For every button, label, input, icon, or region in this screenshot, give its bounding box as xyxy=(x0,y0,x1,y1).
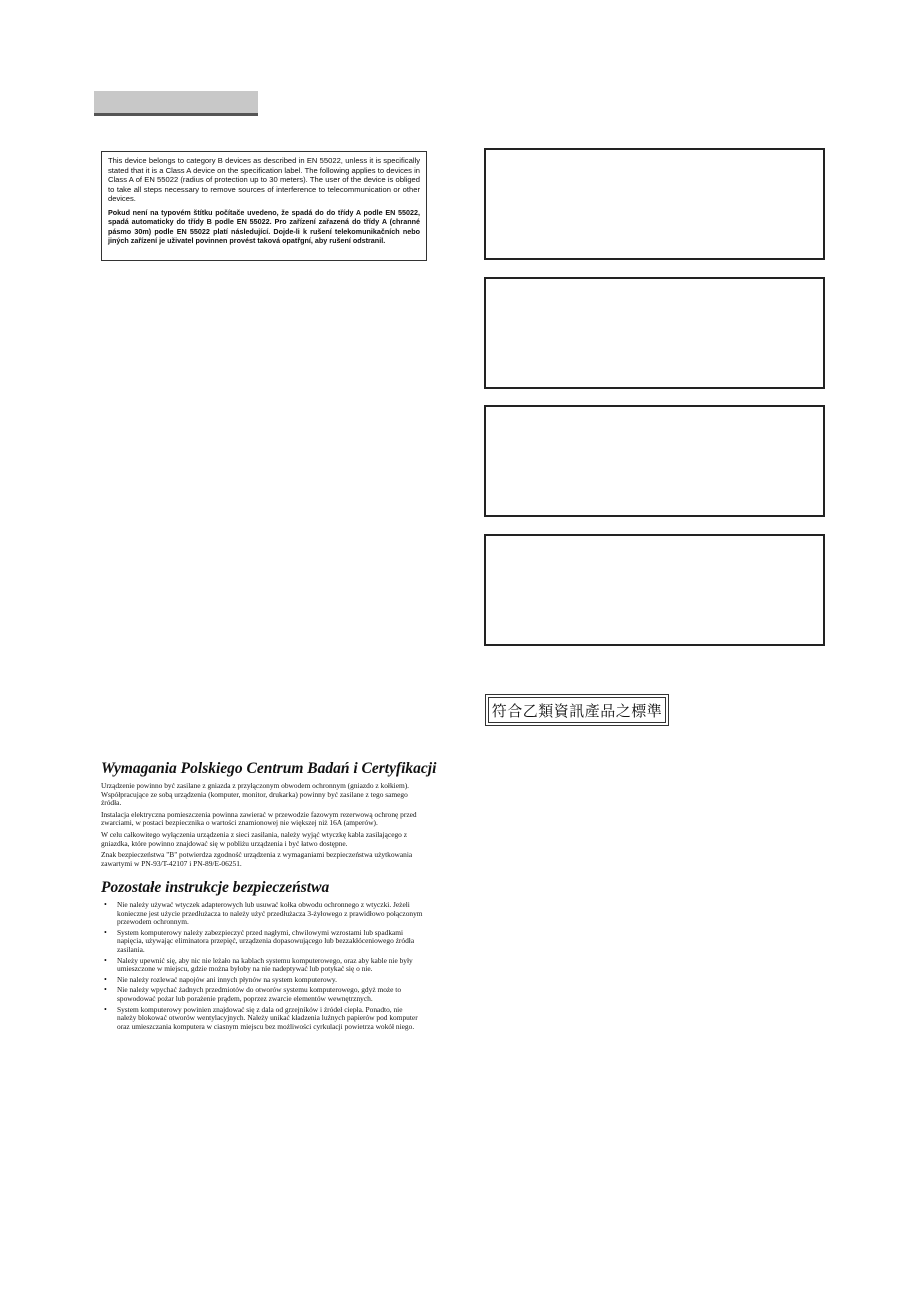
polish-requirements-title: Wymagania Polskiego Centrum Badań i Certyfikacji xyxy=(101,760,437,777)
emc-notice-czech: Pokud není na typovém štítku počítače uvedeno, že spadá do do třídy A podle EN 55022, spadá automaticky do třídy B podle EN 55022. Pro zařízení zařazená do třídy A (chranné pásmo 30m) podle EN 55022 platí následující. Dojde-li k rušení telekomunikačních nebo jiných zařízení je uživatel povinnen provést taková opatřgní, aby rušení odstranil. xyxy=(108,207,420,246)
bullet-icon: • xyxy=(104,927,107,937)
blank-notice-box-2 xyxy=(484,277,825,389)
polish-requirements-paragraph: Znak bezpieczeństwa "B" potwierdza zgodność urządzenia z wymaganiami bezpieczeństwa użytkowania zawartymi w PN-93/T-42107 i PN-89/E-06251. xyxy=(101,850,413,868)
bullet-icon: • xyxy=(104,974,107,984)
taiwan-class-b-label xyxy=(485,694,669,726)
list-item-text: Nie należy używać wtyczek adapterowych lub usuwać kołka obwodu ochronnego z wtyczki. Jeżeli konieczne jest użycie przedłużacza to należy użyć przedłużacza 3-żyłowego z prawidłowo połączonym przewodem ochronnym. xyxy=(117,900,423,927)
polish-safety-title: Pozostałe instrukcje bezpieczeństwa xyxy=(101,879,330,896)
blank-notice-box-1 xyxy=(484,148,825,260)
section-header-bar xyxy=(94,91,258,116)
polish-safety-list xyxy=(101,901,423,1033)
list-item-text: System komputerowy należy zabezpieczyć przed nagłymi, chwilowymi wzrostami lub spadkami napięcia, używając eliminatora przepięć, urządzenia dopasowującego lub bezzakłóceniowego źródła zasilania. xyxy=(117,927,415,954)
list-item xyxy=(101,957,423,974)
polish-requirements-body xyxy=(101,782,419,871)
bullet-icon: • xyxy=(104,1004,107,1014)
blank-notice-box-3 xyxy=(484,405,825,517)
list-item xyxy=(101,901,423,927)
emc-notice-english: This device belongs to category B devices as described in EN 55022, unless it is specifically stated that it is a Class A device on the specification label. The following applies to devices in Class A of EN 55022 (radius of protection up to 30 meters). The user of the device is obliged to take all steps necessary to remove sources of interference to telecommunication or other devices. xyxy=(108,156,420,204)
polish-requirements-paragraph: Urządzenie powinno być zasilane z gniazda z przyłączonym obwodem ochronnym (gniazdo z kołkiem). Współpracujące ze sobą urządzenia (komputer, monitor, drukarka) powinny być zasilane z tego samego źródła. xyxy=(101,781,410,808)
list-item-text: Nie należy rozlewać napojów ani innych płynów na system komputerowy. xyxy=(117,974,337,984)
list-item-text: Należy upewnić się, aby nic nie leżało na kablach systemu komputerowego, oraz aby kable nie były umieszczone w miejscu, gdzie można byłoby na nie nadeptywać lub potykać się o nie. xyxy=(117,955,413,974)
list-item-text: Nie należy wpychać żadnych przedmiotów do otworów systemu komputerowego, gdyż może to spowodować pożar lub porażenie prądem, poprzez zwarcie elementów wewnętrznych. xyxy=(117,985,402,1003)
blank-notice-box-4 xyxy=(484,534,825,646)
list-item xyxy=(101,976,423,985)
list-item xyxy=(101,986,423,1003)
bullet-icon: • xyxy=(104,985,107,995)
polish-requirements-paragraph: W celu całkowitego wyłączenia urządzenia z sieci zasilania, należy wyjąć wtyczkę kabla zasilającego z gniazdka, które powinno znajdować się w pobliżu urządzenia i być łatwo dostępne. xyxy=(101,829,408,848)
list-item xyxy=(101,929,423,955)
taiwan-class-b-text: 符合乙類資訊產品之標準 xyxy=(488,697,666,723)
list-item xyxy=(101,1006,423,1032)
emc-notice-box xyxy=(101,151,427,261)
bullet-icon: • xyxy=(104,955,107,965)
polish-requirements-paragraph: Instalacja elektryczna pomieszczenia powinna zawierać w przewodzie fazowym rezerwową ochronę przed zwarciami, w postaci bezpiecznika o wartości znamionowej nie większej niż 16A (amperów). xyxy=(101,809,417,828)
bullet-icon: • xyxy=(104,900,107,909)
list-item-text: System komputerowy powinien znajdować się z dala od grzejników i źródeł ciepła. Ponadto, nie należy blokować otworów wentylacyjnych. Należy unikać kładzenia luźnych papierów pod komputer oraz umieszczania komputera w ciasnym miejscu bez możliwości cyrkulacji powietrza wokół niego. xyxy=(117,1004,418,1031)
